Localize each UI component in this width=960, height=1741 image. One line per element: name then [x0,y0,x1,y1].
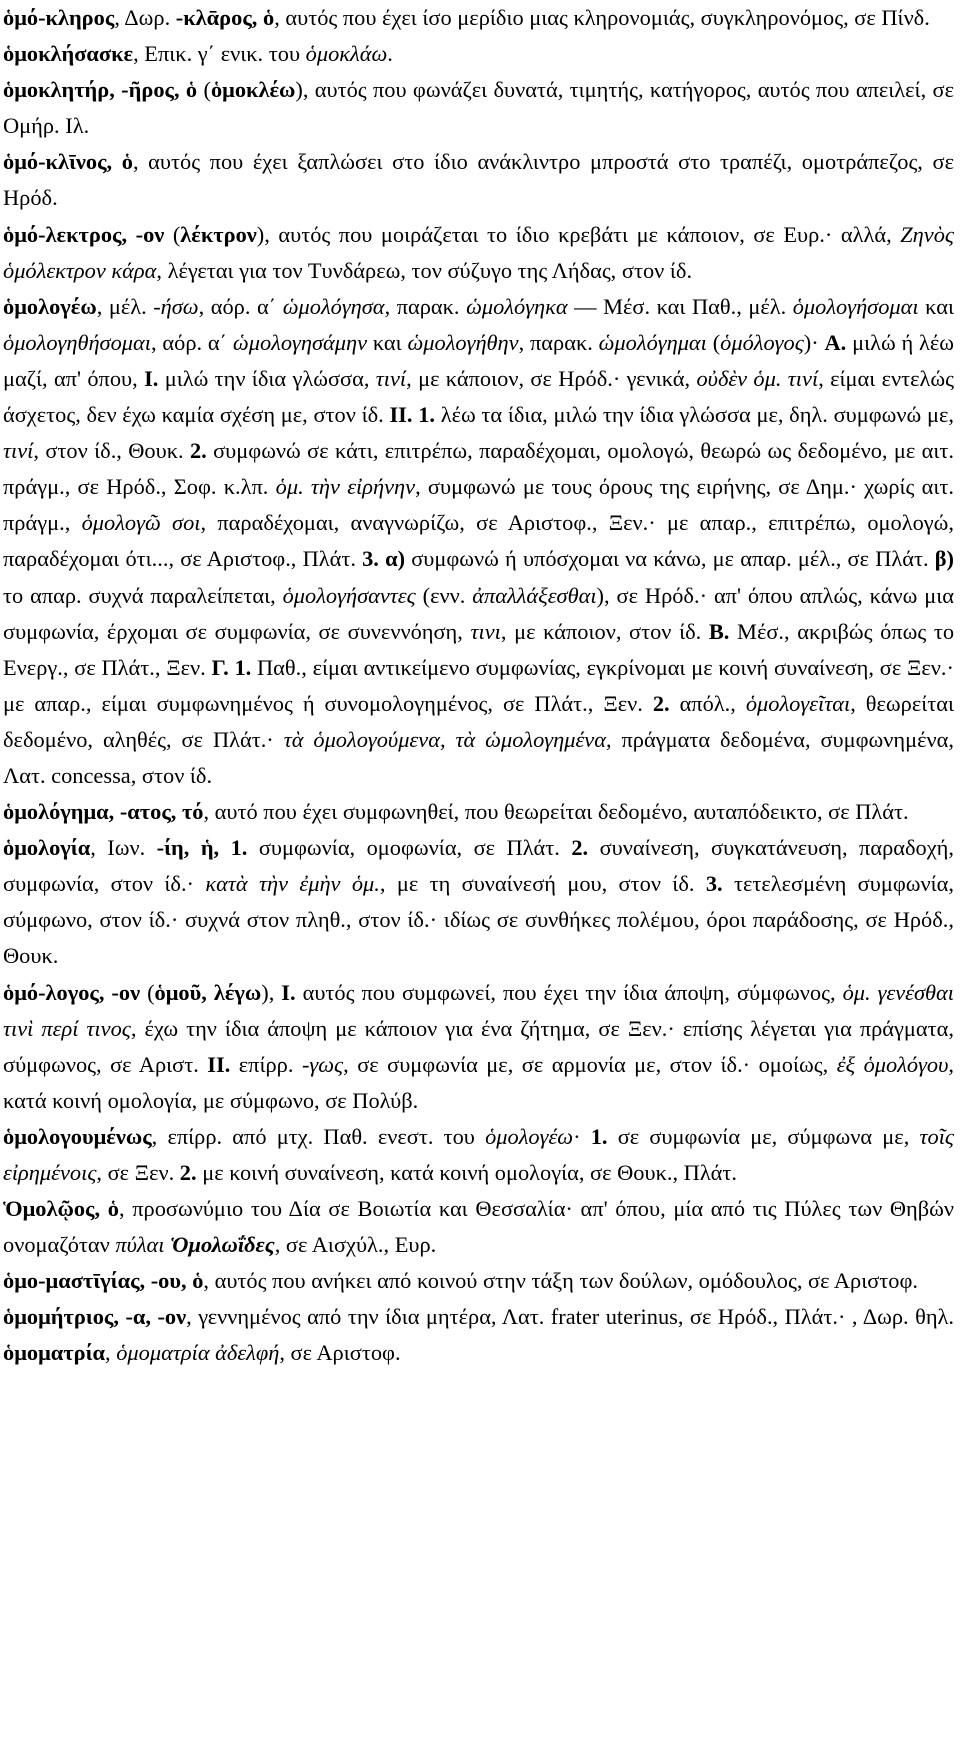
entry-term: 2. [652,690,670,716]
entry-text: , είμαι εντελώς άσχετος, δεν έχω καμία σχέση με, στον ίδ. [3,365,955,428]
entry-term: Α. [824,329,847,355]
entry-text: )· [803,329,825,355]
entry-text: , [105,1340,117,1366]
entry-text: σε συμφωνία με, σύμφωνα με, [607,1123,920,1149]
entry-term: -ίη, ἡ, 1. [156,835,248,861]
entry-term: τινι [470,618,501,644]
entry-text: , με κάποιον, σε Ηρόδ.· γενικά, [406,365,697,391]
dictionary-entry [3,975,954,1119]
entry-term: 2. [189,438,207,464]
entry-text: , με τη συναίνεσή μου, στον ίδ. [379,871,706,897]
entry-term: οὐδὲν ὁμ. τινί [696,365,819,391]
entry-term: Β. [708,618,730,644]
entry-text: ), αυτός που μοιράζεται το ίδιο κρεβάτι με κάποιον, σε Ευρ.· αλλά, [256,221,901,247]
entry-text: , λέγεται για τον Τυνδάρεω, τον σύζυγο της Λήδας, στον ίδ. [156,257,693,283]
entry-term: ὁμοματρία ἀδελφή [116,1340,280,1366]
entry-term: 1. [590,1123,608,1149]
entry-text: , αόρ. α΄ [198,293,283,319]
entry-term: ὡμολογησάμην [232,329,368,355]
entry-text: , αόρ. α΄ [151,329,233,355]
entry-text: , αυτός που έχει ίσο μερίδιο μιας κληρονομιάς, συγκληρονόμος, σε Πίνδ. [274,5,930,30]
entry-term: ὁμο-μαστῑγίας, -ου, ὁ [3,1268,204,1294]
entry-text: , Επικ. γ΄ ενικ. του [133,41,306,67]
entry-term: ὁμοῦ, λέγω [154,979,262,1005]
entry-text: , σε Ξεν. [96,1160,180,1185]
entry-text: , σε Αισχύλ., Ευρ. [274,1232,437,1258]
entry-text: · [573,1123,591,1149]
entry-text: ), [261,979,282,1005]
entry-term: 2. [179,1160,197,1185]
entry-text: ― Μέσ. και Παθ., μέλ. [567,293,793,319]
entry-term: Ι. [281,979,296,1005]
entry-term: ὁμ. γενέσθαι τινὶ περί τινος [3,979,954,1041]
entry-text: Παθ., είμαι αντικείμενο συμφωνίας, εγκρίνομαι με κοινή συναίνεση, σε Ξεν.· με απαρ., είμαι συμφωνημένος ή συνομολογημένος, σε Πλάτ., Ξεν. [3,654,954,716]
entry-term: ὁμολογουμένως [3,1123,152,1149]
entry-term: ὁμοκλέω [210,77,296,103]
entry-list [3,0,954,1372]
dictionary-entry [3,72,954,144]
entry-text: μιλώ ή λέω μαζί, απ' όπου, [3,329,955,391]
entry-term: ὁμολογέω [3,293,97,319]
entry-term: ὡμολόγημαι [598,329,707,355]
entry-text: , μέλ. [96,293,154,319]
entry-term: ὁμ. τὴν εἰρήνην [275,474,416,500]
entry-term: ὁμολογία [3,835,91,861]
entry-text: , έχω την ίδια άποψη με κάποιον για ένα ζήτημα, σε Ξεν.· επίσης λέγεται για πράγματα, σύμφωνος, σε Αριστ. [3,1015,954,1077]
entry-term: 3. [705,871,723,897]
entry-text: ( [197,77,211,103]
entry-term: ἐξ ὁμολόγου [836,1051,949,1077]
entry-term: ὁμό-κλῑνος, ὁ [3,149,133,175]
entry-term: πύλαι [115,1232,165,1258]
entry-term: τινί [375,365,407,391]
entry-term: ὁμοκλάω [305,41,388,67]
entry-text: , με κάποιον, στον ίδ. [500,618,709,644]
entry-text: (ενν. [415,582,473,608]
dictionary-entry [3,289,954,794]
entry-term: ὁμό-λογος, -ον [3,979,141,1005]
entry-text: , παρακ. [518,329,599,355]
entry-text: με κοινή συναίνεση, κατά κοινή ομολογία, σε Θουκ., Πλάτ. [196,1160,737,1185]
entry-text: μιλώ την ίδια γλώσσα, [158,365,376,391]
entry-term: ὁμολογήσαντες [282,582,416,608]
entry-text: , προσωνύμιο του Δία σε Βοιωτία και Θεσσαλία· απ' όπου, μία από τις Πύλες των Θηβών ονομαζόταν [3,1196,954,1258]
entry-term: ὡμολόγηκα [466,293,568,319]
entry-text: , στον ίδ., Θουκ. [33,438,190,464]
entry-term: ὁμό-λεκτρος, -ον [3,221,165,247]
entry-term: ὁμολογεῖται [745,690,851,716]
dictionary-entry [3,1119,954,1191]
entry-term: ὁμολογῶ σοι [81,510,201,536]
dictionary-entry [3,144,954,216]
entry-term: -ήσω [153,293,199,319]
entry-text: , αυτός που έχει ξαπλώσει στο ίδιο ανάκλιντρο μπροστά στο τραπέζι, ομοτράπεζος, σε Ηρόδ. [3,149,954,211]
entry-text: απόλ., [669,690,746,716]
entry-term: Ὁμολῷος, ὁ [3,1196,119,1222]
entry-term: ὁμόλογος [720,329,804,355]
entry-text: ), σε Ηρόδ.· απ' όπου απλώς, κάνω μια συμφωνία, έρχομαι σε συμφωνία, σε συνεννόηση, [3,582,954,644]
entry-term: ὁμολογηθήσομαι [3,329,152,355]
dictionary-entry [3,217,954,289]
entry-term: ΙΙ. [207,1051,231,1077]
entry-term: Ι. [144,365,159,391]
entry-text: συναίνεση, συγκατάνευση, παραδοχή, συμφωνία, στον ίδ.· [3,835,954,897]
entry-term: 3. α) [362,546,406,572]
entry-text: ( [706,329,721,355]
entry-term: ὡμολογήθην [407,329,519,355]
entry-term: ὡμολόγησα [282,293,385,319]
entry-text: ( [140,979,155,1005]
entry-text: , αυτό που έχει συμφωνηθεί, που θεωρείται δεδομένο, αυταπόδεικτο, σε Πλάτ. [203,799,909,825]
entry-text: , παραδέχομαι, αναγνωρίζω, σε Αριστοφ., Ξεν.· με απαρ., επιτρέπω, ομολογώ, παραδέχομαι ότι..., σε Αριστοφ., Πλάτ. [3,510,954,572]
entry-text: τετελεσμένη συμφωνία, σύμφωνο, στον ίδ.· συχνά στον πληθ., στον ίδ.· ιδίως σε συνθήκες πολέμου, όροι παράδοσης, σε Ηρόδ., Θουκ. [3,871,954,969]
entry-text: λέω τα ίδια, μιλώ την ίδια γλώσσα με, δηλ. συμφωνώ με, [435,402,954,428]
entry-term: τὰ ὁμολογούμενα, τὰ ὡμολογημένα [283,726,606,752]
entry-text: το απαρ. συχνά παραλείπεται, [3,582,283,608]
entry-term: 2. [571,835,589,861]
entry-text: επίρρ. [230,1051,302,1077]
entry-term: Ζηνὸς ὁμόλεκτρον κάρα [3,221,954,283]
entry-text: και [918,293,954,319]
entry-text: Μέσ., ακριβώς όπως το Ενεργ., σε Πλάτ., Ξεν. [3,618,955,680]
entry-term: ἀπαλλάξεσθαι [472,582,597,608]
entry-term: τοῖς εἰρημένοις [3,1123,954,1185]
entry-term: τινί [3,438,34,464]
dictionary-entry [3,830,954,974]
dictionary-entry [3,794,954,830]
entry-term: λέκτρον [180,221,257,247]
entry-term: β) [934,546,954,572]
entry-term: κατὰ τὴν ἐμὴν ὁμ. [205,871,380,897]
entry-text: συμφωνώ σε κάτι, επιτρέπω, παραδέχομαι, ομολογώ, θεωρώ ως δεδομένο, με αιτ. πράγμ., σε Ηρόδ., Σοφ. κ.λπ. [3,438,954,500]
entry-text: ), αυτός που φωνάζει δυνατά, τιμητής, κατήγορος, αυτός που απειλεί, σε Ομήρ. Ιλ. [3,77,954,139]
entry-text: , αυτός που ανήκει από κοινού στην τάξη των δούλων, ομόδουλος, σε Αριστοφ. [203,1268,918,1294]
dictionary-entry [3,36,954,72]
entry-text: . [387,41,393,67]
entry-term: -κλᾱρος, ὁ [175,5,275,30]
dictionary-entry [3,0,954,36]
entry-term: ὁμό-κληρος [3,5,115,30]
entry-text: συμφωνία, ομοφωνία, σε Πλάτ. [247,835,572,861]
entry-text: , επίρρ. από μτχ. Παθ. ενεστ. του [151,1123,486,1149]
entry-text: ( [164,221,181,247]
entry-text: , γεννημένος από την ίδια μητέρα, Λατ. frater uterinus, σε Ηρόδ., Πλάτ.· , Δωρ. θηλ. [186,1304,954,1330]
entry-text: και [367,329,408,355]
entry-text: , θεωρείται δεδομένο, αληθές, σε Πλάτ.· [3,690,954,752]
entry-term: ὁμομήτριος, -α, -ον [3,1304,187,1330]
entry-text: , σε Αριστοφ. [279,1340,401,1366]
dictionary-entry [3,1263,954,1299]
entry-term: -γως [301,1051,344,1077]
entry-term: Γ. 1. [211,654,252,680]
entry-text: , σε συμφωνία με, σε αρμονία με, στον ίδ.· ομοίως, [343,1051,837,1077]
entry-term: ὁμολόγημα, -ατος, τό [3,799,204,825]
dictionary-entry [3,1299,954,1371]
entry-term: Ὁμολωΐδες [170,1232,275,1258]
entry-text: , πράγματα δεδομένα, συμφωνημένα, Λατ. concessa, στον ίδ. [3,726,954,788]
entry-text: , Ιων. [90,835,157,861]
entry-term: ὁμοκλητήρ, -ῆρος, ὁ [3,77,198,103]
entry-term: ΙΙ. 1. [389,402,435,428]
entry-text: αυτός που συμφωνεί, που έχει την ίδια άποψη, σύμφωνος, [295,979,843,1005]
entry-text: , κατά κοινή ομολογία, με σύμφωνο, σε Πολύβ. [3,1051,954,1113]
entry-term: ὁμοκλήσασκε [3,41,134,67]
entry-term: ὁμοματρία [3,1340,106,1366]
entry-text: , παρακ. [384,293,467,319]
dictionary-entry [3,1191,954,1263]
entry-term: ὁμολογέω [485,1123,574,1149]
entry-text: συμφωνώ ή υπόσχομαι να κάνω, με απαρ. μέλ., σε Πλάτ. [405,546,935,572]
entry-text: , συμφωνώ με τους όρους της ειρήνης, σε Δημ.· χωρίς αιτ. πράγμ., [3,474,954,536]
entry-term: ὁμολογήσομαι [792,293,919,319]
entry-text: , Δωρ. [114,5,176,30]
